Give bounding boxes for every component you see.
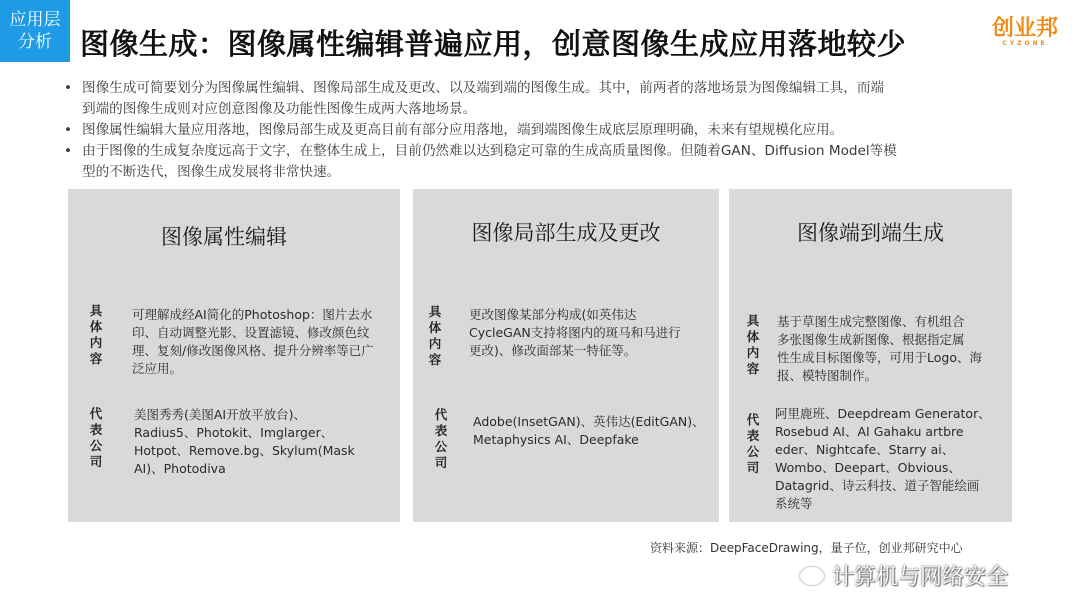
- text-line: 可理解成经AI简化的Photoshop：图片去水: [132, 307, 373, 322]
- bullet-line: 到端的图像生成则对应创意图像及功能性图像生成两大落地场景。: [82, 101, 477, 117]
- text-line: 美图秀秀(美图AI开放平放台)、: [134, 407, 306, 422]
- label-char: 司: [89, 454, 103, 469]
- bullet-marker: •: [64, 143, 73, 159]
- summary-bullets: [62, 78, 1022, 183]
- content-label: [88, 303, 104, 367]
- bullet-marker: •: [64, 122, 73, 138]
- label-char: 代: [746, 412, 760, 427]
- bullet-item: [62, 141, 1022, 183]
- label-char: 代: [89, 406, 103, 421]
- content-text: [777, 313, 1009, 385]
- bullet-marker: •: [64, 80, 73, 96]
- text-line: 多张图像生成新图像、根据指定属: [777, 332, 965, 347]
- text-line: Radius5、Photokit、Imglarger、: [134, 425, 334, 440]
- label-char: 容: [89, 351, 103, 366]
- label-char: 代: [434, 407, 448, 422]
- label-char: 司: [746, 460, 760, 475]
- logo-subtext: CYZONE: [1002, 40, 1048, 47]
- company-label: [433, 407, 449, 471]
- cyzone-logo: [992, 18, 1058, 48]
- text-line: Metaphysics AI、Deepfake: [473, 432, 639, 447]
- card-title: 图像属性编辑: [161, 225, 287, 249]
- bullet-line: 型的不断迭代，图像生成发展将非常快速。: [82, 164, 341, 180]
- text-line: 系统等: [775, 496, 813, 511]
- bullet-line: 图像生成可简要划分为图像属性编辑、图像局部生成及更改、以及端到端的图像生成。其中，前两者的落地场景为图像编辑工具，而端: [82, 80, 885, 96]
- text-line: CycleGAN支持将图内的斑马和马进行: [469, 325, 681, 340]
- text-line: 更改图像某部分构成(如英伟达: [469, 307, 637, 322]
- text-line: 性生成目标图像等，可用于Logo、海: [777, 350, 982, 365]
- label-char: 公: [746, 444, 760, 459]
- company-text: [134, 406, 396, 478]
- label-char: 表: [746, 428, 760, 443]
- label-char: 司: [434, 455, 448, 470]
- card-title: 图像局部生成及更改: [471, 221, 661, 245]
- text-line: Wombo、Deepart、Obvious、: [775, 460, 961, 475]
- label-char: 公: [89, 438, 103, 453]
- text-line: 基于草图生成完整图像、有机组合: [777, 314, 965, 329]
- label-char: 公: [434, 439, 448, 454]
- source-note: 资料来源：DeepFaceDrawing，量子位，创业邦研究中心: [650, 541, 963, 555]
- label-char: 具: [428, 304, 442, 319]
- text-line: 阿里鹿班、Deepdream Generator、: [775, 406, 991, 421]
- label-char: 表: [89, 422, 103, 437]
- label-char: 体: [428, 320, 442, 335]
- bullet-line: 图像属性编辑大量应用落地，图像局部生成及更高目前有部分应用落地，端到端图像生成底层原理明确，未来有望规模化应用。: [82, 122, 844, 138]
- label-char: 容: [746, 361, 760, 376]
- company-text: [775, 405, 1009, 513]
- watermark-text: 计算机与网络安全: [832, 565, 1009, 590]
- text-line: 泛应用。: [132, 361, 183, 376]
- section-tag-line1: 应用层: [9, 10, 61, 30]
- company-text: [473, 413, 717, 449]
- text-line: eder、Nightcafe、Starry ai、: [775, 442, 955, 457]
- card-end-to-end: [729, 189, 1012, 522]
- text-line: 理、复刻/修改图像风格、提升分辨率等已广: [132, 343, 374, 358]
- content-text: [469, 306, 713, 360]
- card-title: 图像端到端生成: [797, 221, 944, 245]
- wechat-icon: [800, 567, 824, 585]
- text-line: Datagrid、诗云科技、道子智能绘画: [775, 478, 980, 493]
- card-local-generation: [413, 189, 719, 522]
- content-label: [427, 304, 443, 368]
- company-label: [745, 412, 761, 476]
- watermark: [800, 560, 1008, 591]
- label-char: 体: [746, 329, 760, 344]
- text-line: 更改)、修改面部某一特征等。: [469, 343, 637, 358]
- bullet-item: [62, 120, 1022, 141]
- text-line: Rosebud AI、AI Gahaku artbre: [775, 424, 964, 439]
- section-tag: [0, 0, 70, 62]
- label-char: 内: [89, 335, 103, 350]
- label-char: 表: [434, 423, 448, 438]
- label-char: 具: [746, 313, 760, 328]
- page-title: 图像生成：图像属性编辑普遍应用，创意图像生成应用落地较少: [80, 27, 907, 61]
- label-char: 体: [89, 319, 103, 334]
- content-text: [132, 306, 394, 378]
- bullet-item: [62, 78, 1022, 120]
- text-line: Hotpot、Remove.bg、Skylum(Mask: [134, 443, 355, 458]
- label-char: 容: [428, 352, 442, 367]
- text-line: Adobe(InsetGAN)、英伟达(EditGAN)、: [473, 414, 705, 429]
- label-char: 具: [89, 303, 103, 318]
- text-line: 报、模特图制作。: [777, 368, 878, 383]
- card-attribute-editing: [68, 189, 400, 522]
- section-tag-line2: 分析: [18, 32, 52, 52]
- label-char: 内: [428, 336, 442, 351]
- bullet-line: 由于图像的生成复杂度远高于文字，在整体生成上，目前仍然难以达到稳定可靠的生成高质量图像。但随着GAN、Diffusion Model等模: [82, 143, 897, 159]
- content-label: [745, 313, 761, 377]
- text-line: AI)、Photodiva: [134, 461, 226, 476]
- logo-text: 创业邦: [991, 16, 1058, 41]
- text-line: 印、自动调整光影、设置滤镜、修改颜色纹: [132, 325, 370, 340]
- company-label: [88, 406, 104, 470]
- label-char: 内: [746, 345, 760, 360]
